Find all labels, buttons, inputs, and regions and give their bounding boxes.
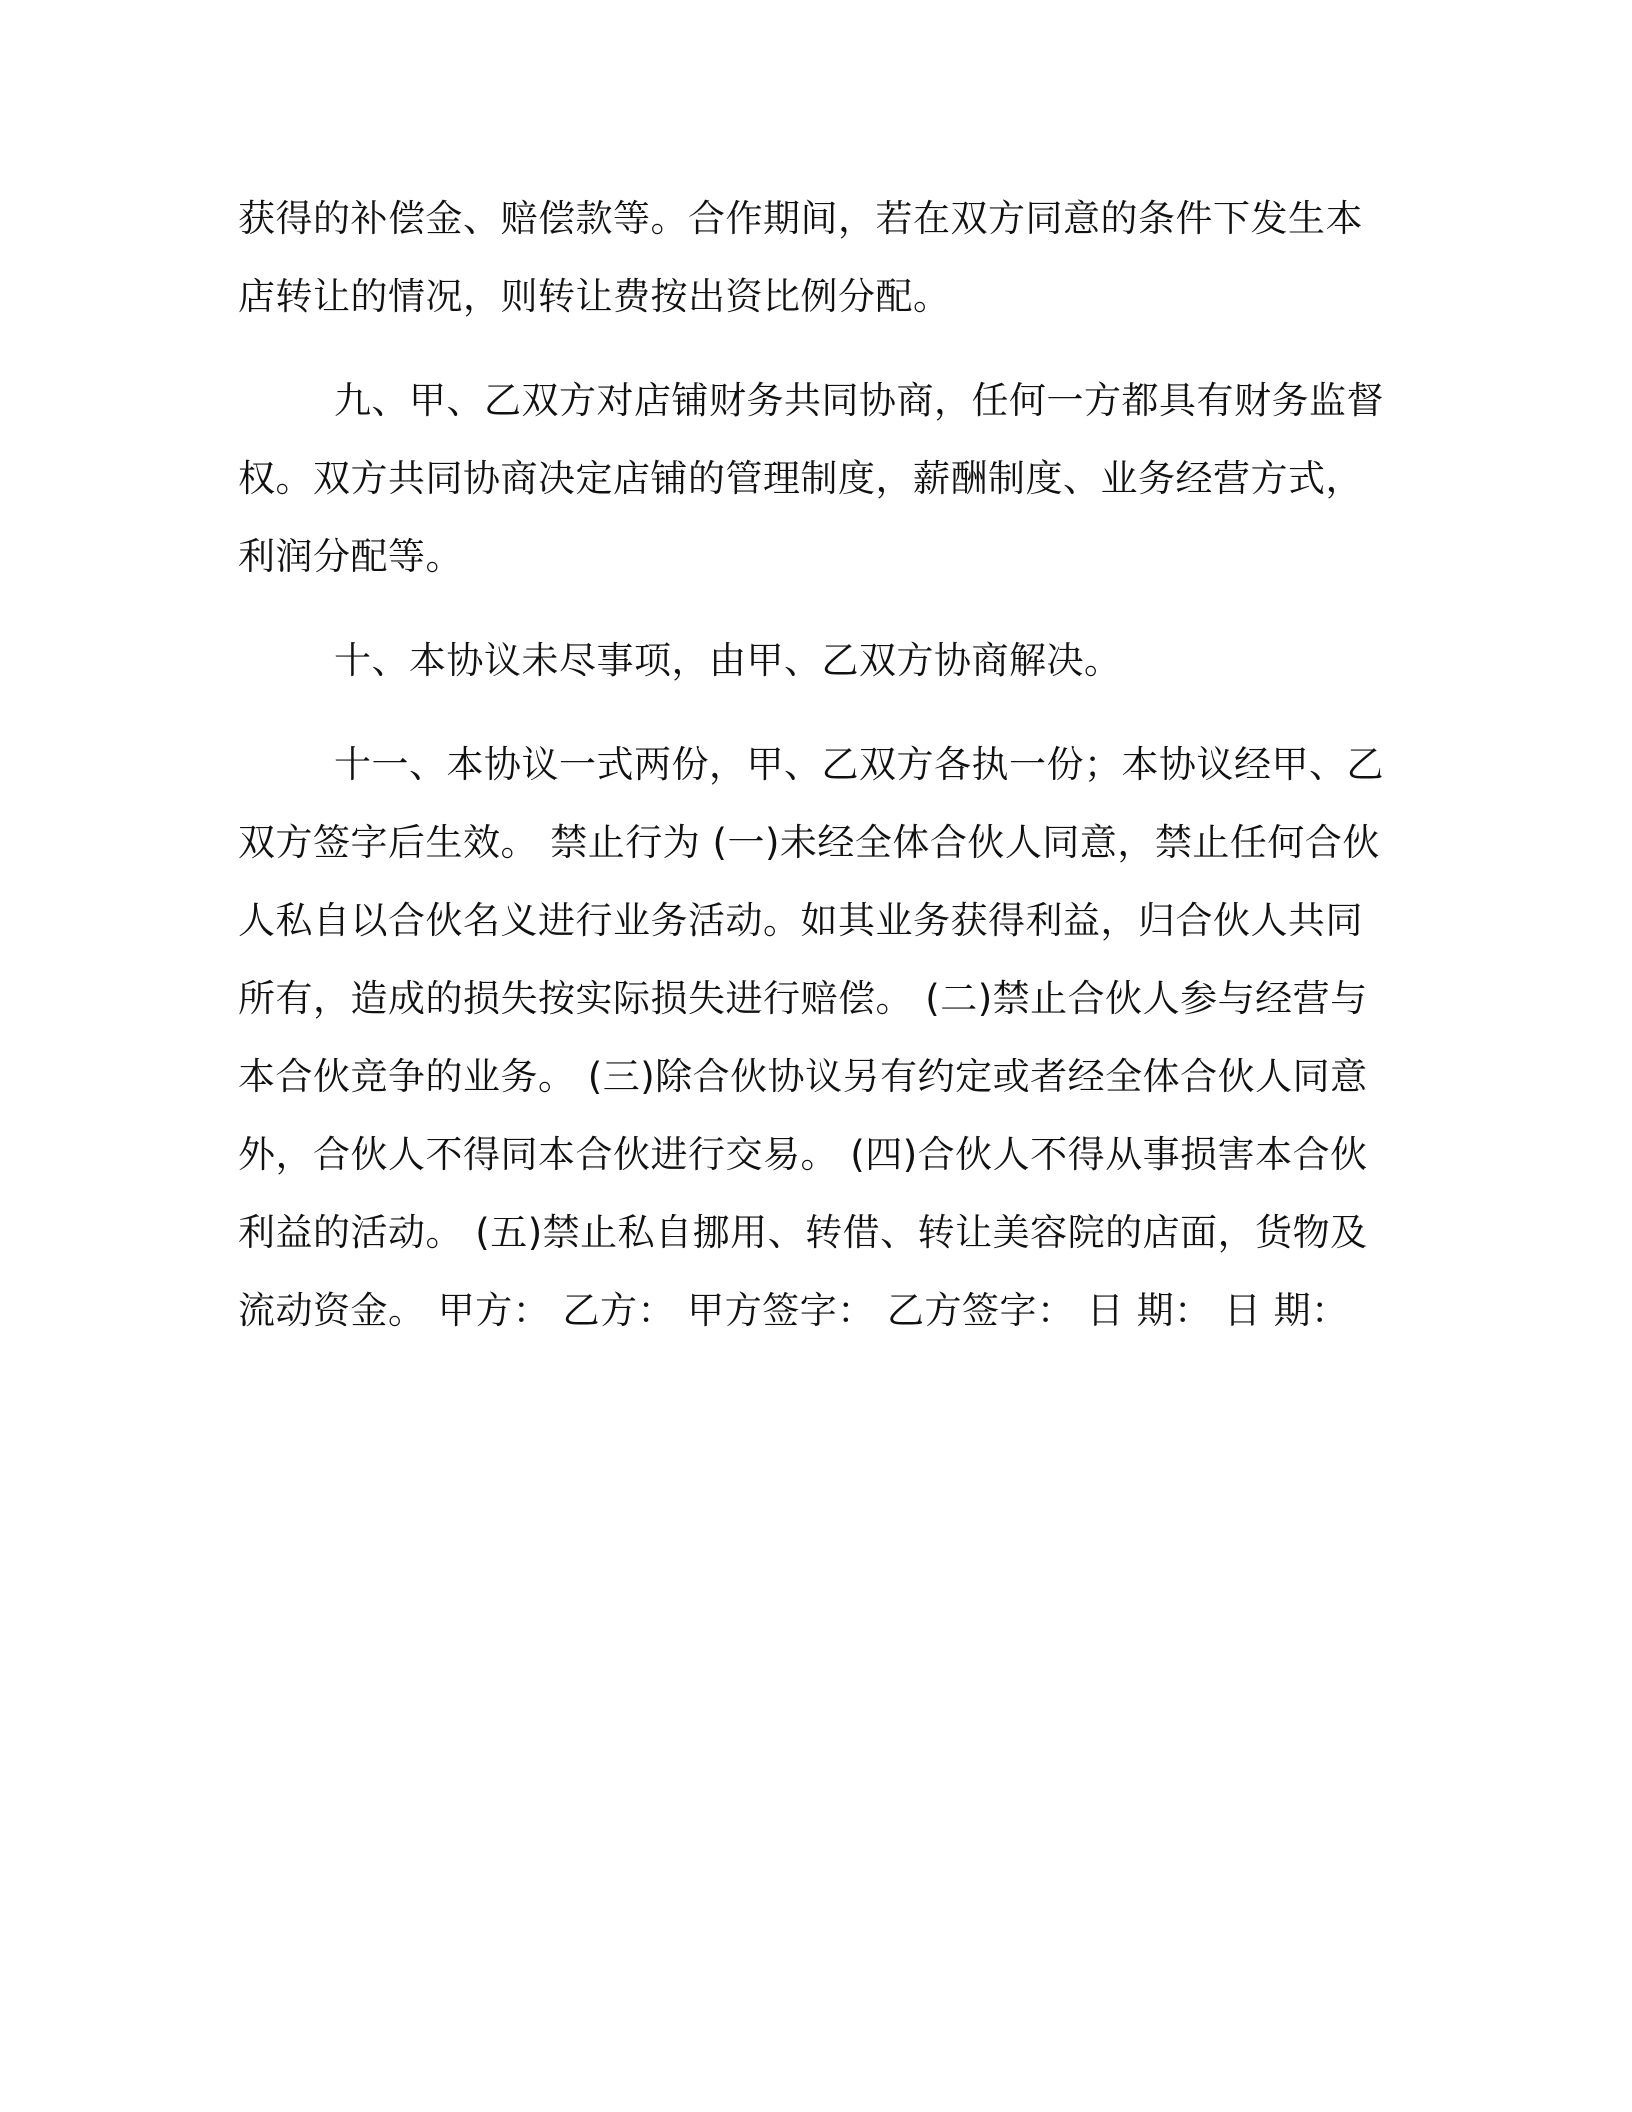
paragraph-article-9: 九、甲、乙双方对店铺财务共同协商，任何一方都具有财务监督权。双方共同协商决定店铺的管理制度，薪酬制度、业务经营方式，利润分配等。 — [238, 379, 1384, 578]
paragraph-article-10: 十、本协议未尽事项，由甲、乙双方协商解决。 — [334, 639, 1122, 682]
paragraph-article-11: 十一、本协议一式两份，甲、乙双方各执一份；本协议经甲、乙双方签字后生效。 禁止行为 (一)未经全体合伙人同意，禁止任何合伙人私自以合伙名义进行业务活动。如其业务获得利益，归合伙人共同所有，造成的损失按实际损失进行赔偿。 (二)禁止合伙人参与经营与本合伙竞争的业务。 (三)除合伙协议另有约定或者经全体合伙人同意外，合伙人不得同本合伙进行交易。 (四)合伙人不得从事损害本合伙利益的活动。 (五)禁止私自挪用、转借、转让美容院的店面，货物及流动资金。 甲方： 乙方： 甲方签字： 乙方签字： 日 期： 日 期： — [238, 743, 1384, 1332]
document-body — [238, 180, 1388, 1376]
paragraph-compensation: 获得的补偿金、赔偿款等。合作期间，若在双方同意的条件下发生本店转让的情况，则转让费按出资比例分配。 — [238, 197, 1363, 318]
